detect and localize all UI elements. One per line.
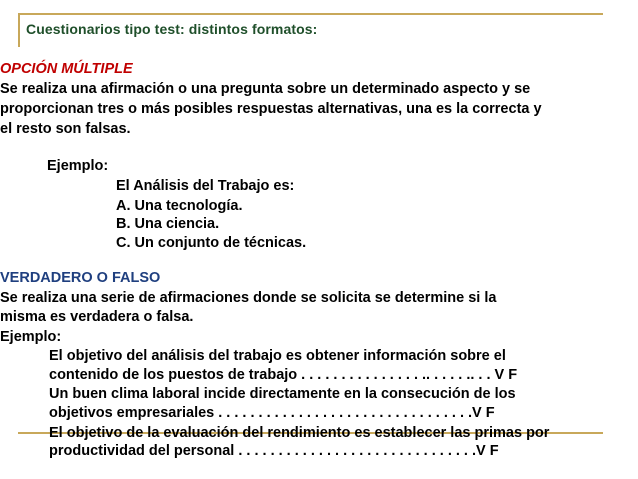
left-rule [18, 13, 20, 47]
slide-title: Cuestionarios tipo test: distintos formatos: [26, 21, 318, 37]
tf-desc-line-1: Se realiza una serie de afirmaciones donde se solicita se determine si la [0, 290, 497, 306]
tf-statement-line-5: El objetivo de la evaluación del rendimiento es establecer las primas por [49, 425, 550, 441]
mc-example-label: Ejemplo: [47, 158, 109, 174]
mc-option-c: C. Un conjunto de técnicas. [116, 235, 307, 251]
tf-statement-line-4: objetivos empresariales . . . . . . . . . . . . . . . . . . . . . . . . . . . . . . . .V F [49, 405, 495, 421]
true-false-heading: VERDADERO O FALSO [0, 270, 161, 286]
mc-desc-line-3: el resto son falsas. [0, 121, 131, 137]
mc-desc-line-1: Se realiza una afirmación o una pregunta sobre un determinado aspecto y se [0, 81, 531, 97]
tf-statement-line-3: Un buen clima laboral incide directamente en la consecución de los [49, 386, 516, 402]
tf-statement-line-1: El objetivo del análisis del trabajo es obtener información sobre el [49, 348, 506, 364]
multiple-choice-heading: OPCIÓN MÚLTIPLE [0, 61, 133, 77]
mc-option-b: B. Una ciencia. [116, 216, 220, 232]
mc-desc-line-2: proporcionan tres o más posibles respuestas alternativas, una es la correcta y [0, 101, 542, 117]
tf-desc-line-2: misma es verdadera o falsa. [0, 309, 194, 325]
mc-option-a: A. Una tecnología. [116, 198, 243, 214]
tf-statement-line-6: productividad del personal . . . . . . . . . . . . . . . . . . . . . . . . . . . . . .V F [49, 443, 499, 459]
tf-example-label: Ejemplo: [0, 329, 62, 345]
mc-question: El Análisis del Trabajo es: [116, 178, 295, 194]
tf-statement-line-2: contenido de los puestos de trabajo . . . . . . . . . . . . . . . .. . . . . .. . . V F [49, 367, 518, 383]
top-rule [18, 13, 603, 15]
